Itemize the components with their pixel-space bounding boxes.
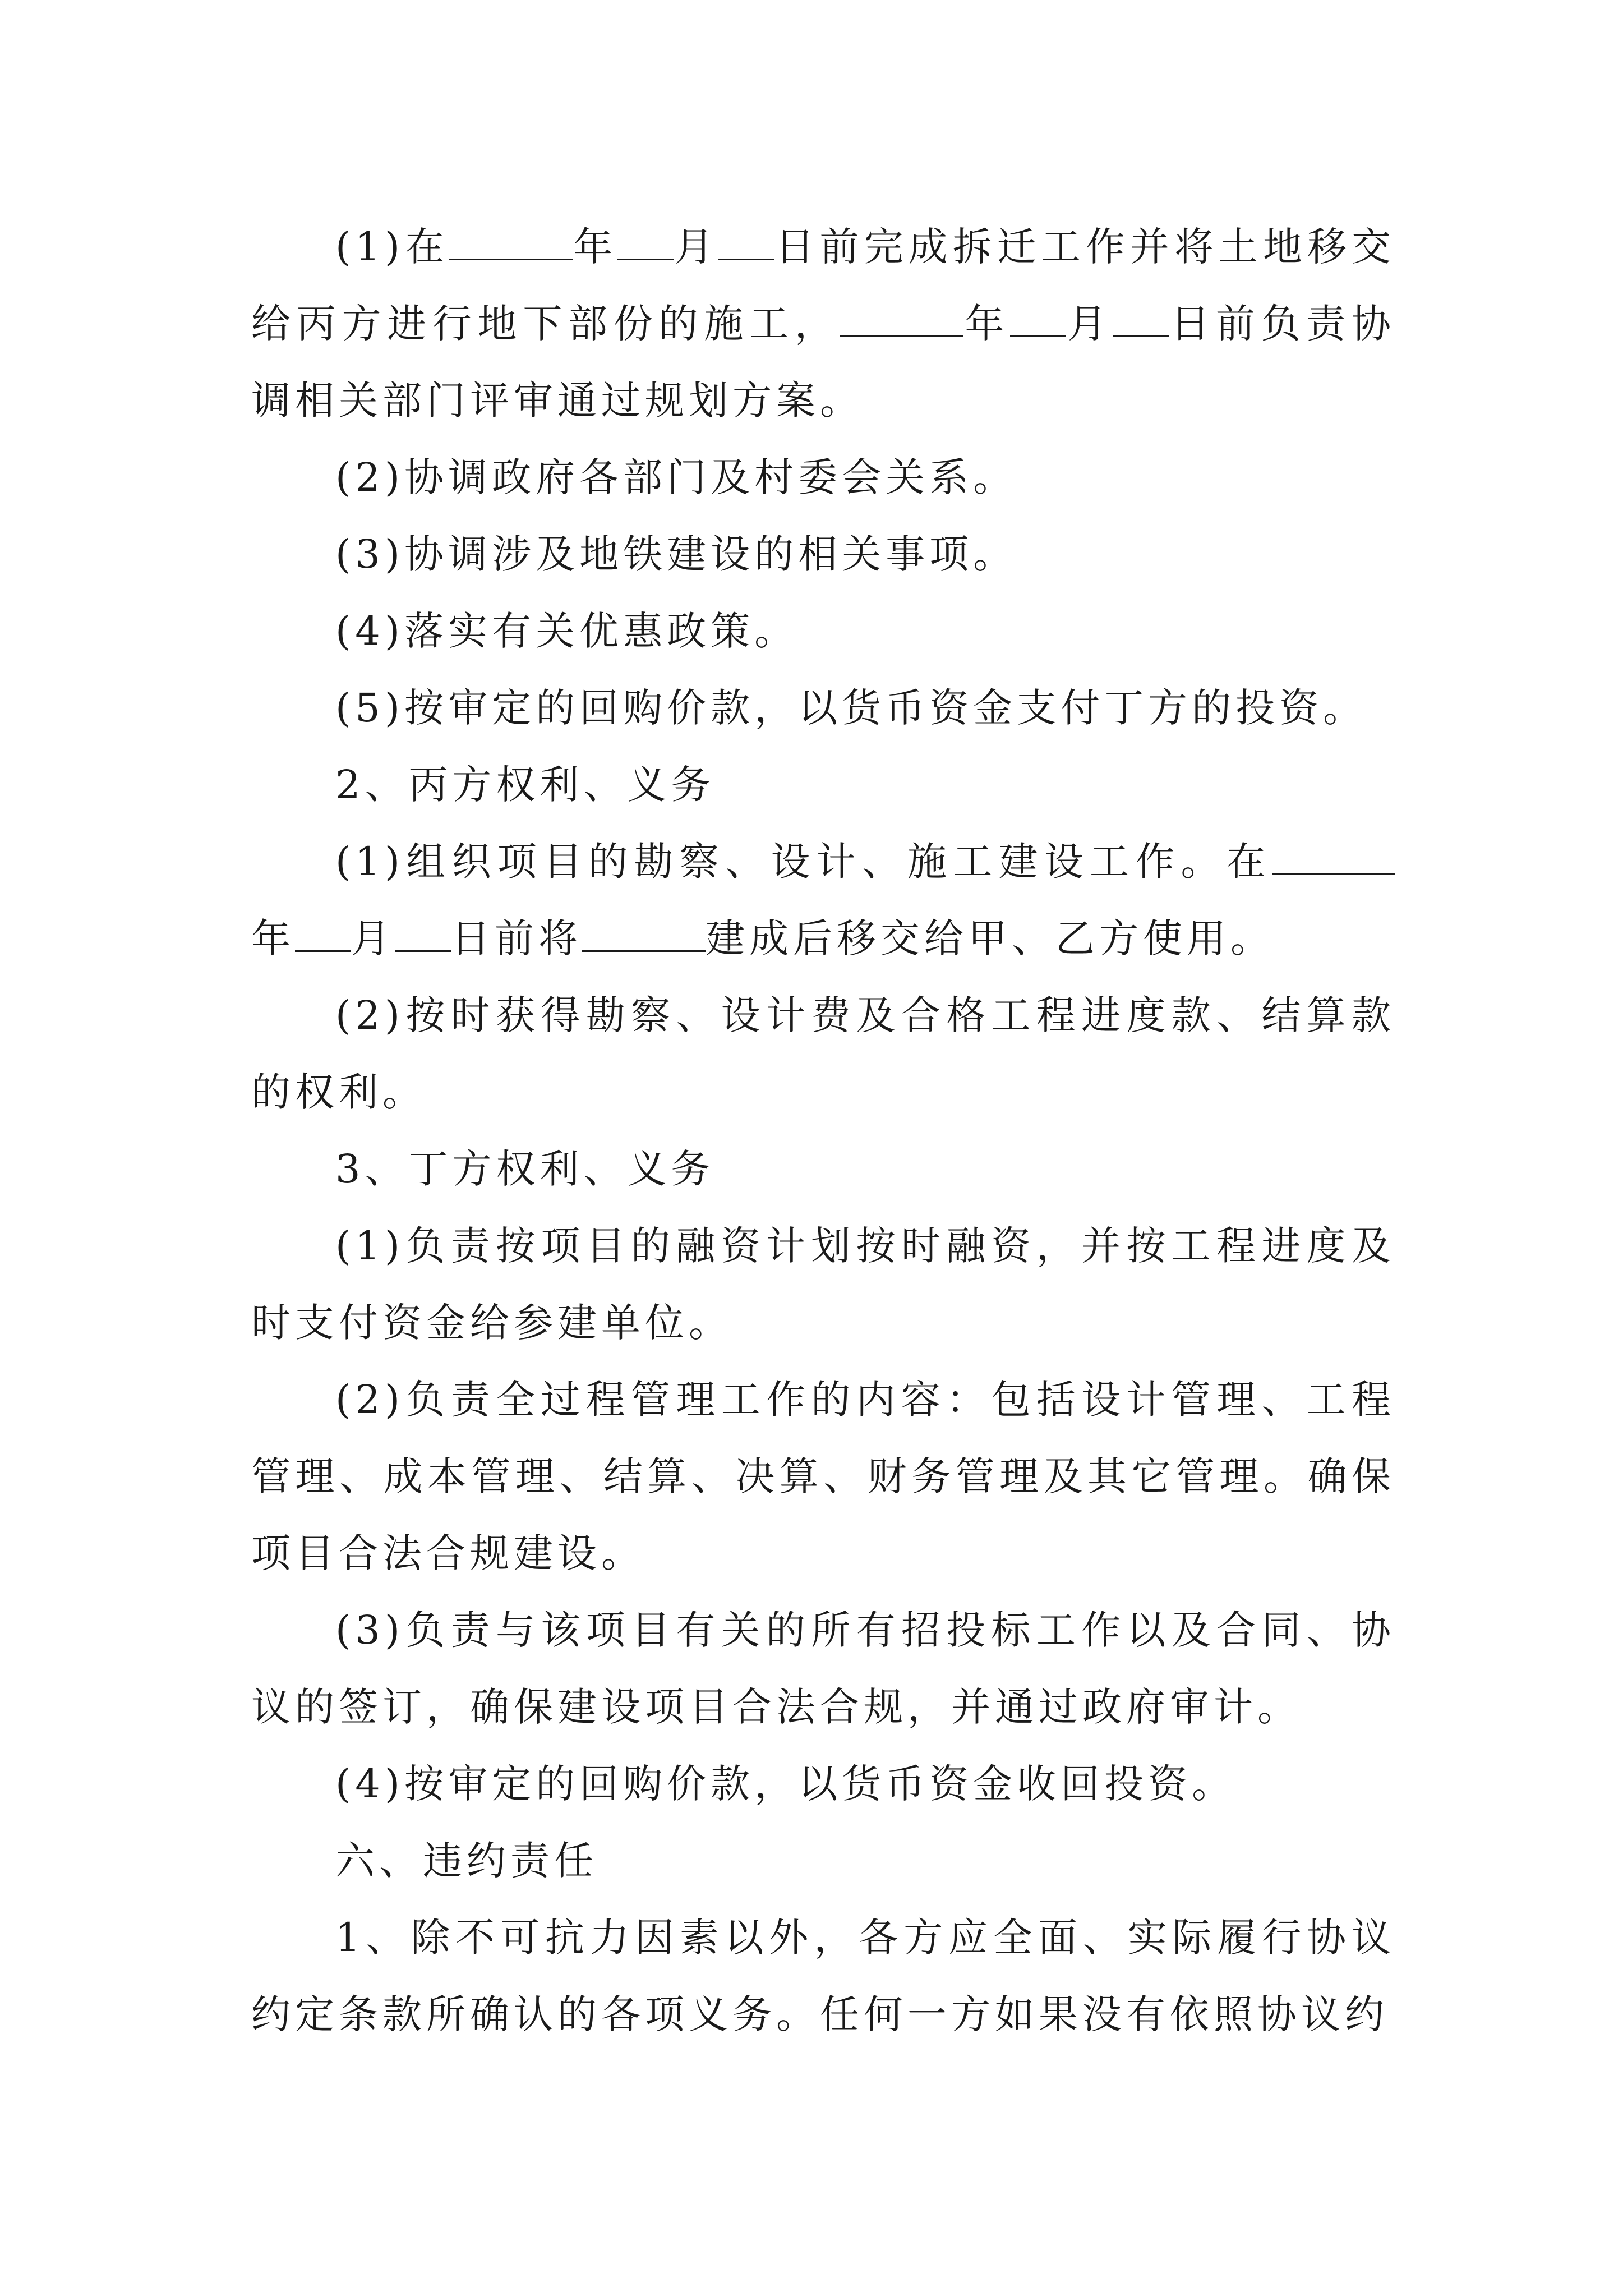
text-segment: 月 — [351, 915, 395, 961]
fill-blank-year — [1272, 834, 1395, 875]
fill-blank-year — [449, 219, 573, 260]
fill-blank-month — [617, 219, 674, 260]
fill-blank-day — [718, 219, 774, 260]
text-segment: 年 — [251, 915, 295, 961]
paragraph-party-a-duty-3: (3)协调涉及地铁建设的相关事项。 — [335, 531, 1017, 577]
paragraph-party-d-duty-4: (4)按审定的回购价款，以货币资金收回投资。 — [335, 1761, 1236, 1807]
paragraph-party-a-duty-4: (4)落实有关优惠政策。 — [335, 608, 799, 654]
paragraph-party-d-duty-3: (3)负责与该项目有关的所有招投标工作以及合同、协议的签订，确保建设项目合法合规，并通过政府审计。 — [251, 1607, 1395, 1730]
text-segment: 月 — [1066, 301, 1113, 347]
section-heading-liability: 六、违约责任 — [335, 1838, 598, 1884]
fill-blank-day — [1113, 296, 1169, 337]
text-segment: 年 — [573, 224, 618, 270]
text-segment: 建成后移交给甲、乙方使用。 — [706, 915, 1274, 961]
text-segment: (1)在 — [335, 224, 450, 270]
fill-blank-month — [1010, 296, 1066, 337]
paragraph-party-c-duty-2: (2)按时获得勘察、设计费及合格工程进度款、结算款的权利。 — [251, 992, 1395, 1115]
text-segment: 日前将 — [451, 915, 582, 961]
fill-blank-item — [582, 911, 706, 952]
paragraph-party-d-duty-2: (2)负责全过程管理工作的内容：包括设计管理、工程管理、成本管理、结算、决算、财务管理及其它管理。确保项目合法合规建设。 — [251, 1377, 1395, 1576]
paragraph-party-a-duty-5: (5)按审定的回购价款，以货币资金支付丁方的投资。 — [335, 685, 1367, 731]
fill-blank-day — [395, 911, 451, 952]
text-segment: 日前负责协调相关部门评审通过规划方案。 — [251, 301, 1396, 424]
fill-blank-month — [295, 911, 351, 952]
paragraph-party-a-duty-1 — [251, 209, 1395, 439]
paragraph-party-a-duty-2: (2)协调政府各部门及村委会关系。 — [335, 454, 1017, 500]
text-segment: 日前完成拆迁工作并将土地移交给丙方进行地下部份的施工， — [251, 224, 1396, 347]
section-heading-party-d: 3、丁方权利、义务 — [335, 1146, 715, 1192]
document-body — [251, 209, 1395, 2053]
section-heading-party-c: 2、丙方权利、义务 — [335, 762, 715, 808]
text-segment: (1)组织项目的勘察、设计、施工建设工作。在 — [335, 839, 1272, 885]
paragraph-liability-1: 1、除不可抗力因素以外，各方应全面、实际履行协议约定条款所确认的各项义务。任何一方如果没有依照协议约 — [251, 1915, 1395, 2037]
fill-blank-year — [840, 296, 963, 337]
paragraph-party-c-duty-1 — [251, 823, 1395, 977]
paragraph-party-d-duty-1: (1)负责按项目的融资计划按时融资，并按工程进度及时支付资金给参建单位。 — [251, 1223, 1395, 1346]
text-segment: 年 — [963, 301, 1010, 347]
text-segment: 月 — [674, 224, 719, 270]
